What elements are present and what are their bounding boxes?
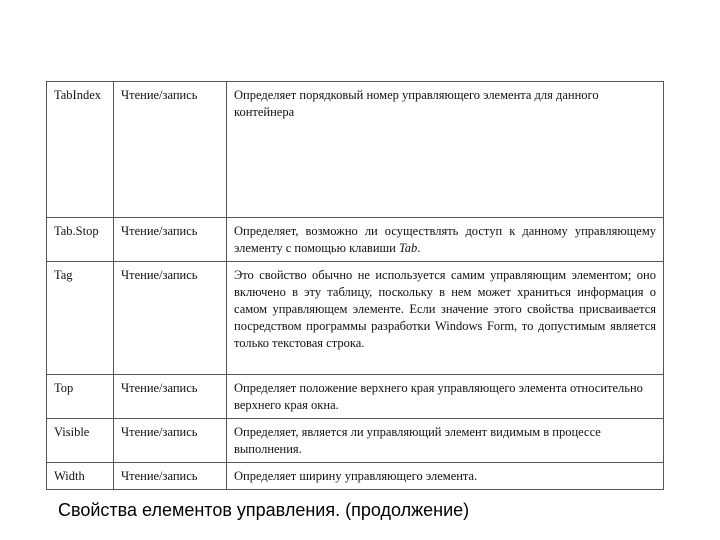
property-description: Определяет порядковый номер управляющего элемента для данного контейнера [227, 82, 664, 218]
property-name: Visible [47, 419, 114, 463]
property-name: Tag [47, 262, 114, 375]
property-access: Чтение/запись [114, 419, 227, 463]
property-name: Top [47, 375, 114, 419]
properties-table [46, 81, 664, 490]
table-row [47, 463, 664, 490]
property-name: Tab.Stop [47, 218, 114, 262]
property-description: Определяет, является ли управляющий элемент видимым в процессе выполнения. [227, 419, 664, 463]
property-access: Чтение/запись [114, 218, 227, 262]
table-row [47, 218, 664, 262]
property-access: Чтение/запись [114, 375, 227, 419]
description-end: . [417, 241, 421, 255]
property-access: Чтение/запись [114, 262, 227, 375]
key-name: Tab [398, 241, 418, 255]
slide-caption: Свойства елементов управления. (продолжение) [58, 500, 470, 520]
property-description [227, 218, 664, 262]
table-row [47, 82, 664, 218]
table-row [47, 262, 664, 375]
property-access: Чтение/запись [114, 82, 227, 218]
table-row [47, 375, 664, 419]
property-description: Определяет положение верхнего края управляющего элемента относительно верхнего края окна. [227, 375, 664, 419]
property-name: Width [47, 463, 114, 490]
property-name: TabIndex [47, 82, 114, 218]
description-text: Определяет, возможно ли осуществлять доступ к данному управляющему элементу с помощью клавиши [234, 224, 656, 255]
property-description: Это свойство обычно не используется самим управляющим элементом; оно включено в эту таблицу, поскольку в нем может храниться информация о самом управляющем элементе. Если значение этого свойства присваивается посредством программы разработки Windows Form, то допустимым является только текстовая строка. [227, 262, 664, 375]
table-row [47, 419, 664, 463]
property-description: Определяет ширину управляющего элемента. [227, 463, 664, 490]
property-access: Чтение/запись [114, 463, 227, 490]
